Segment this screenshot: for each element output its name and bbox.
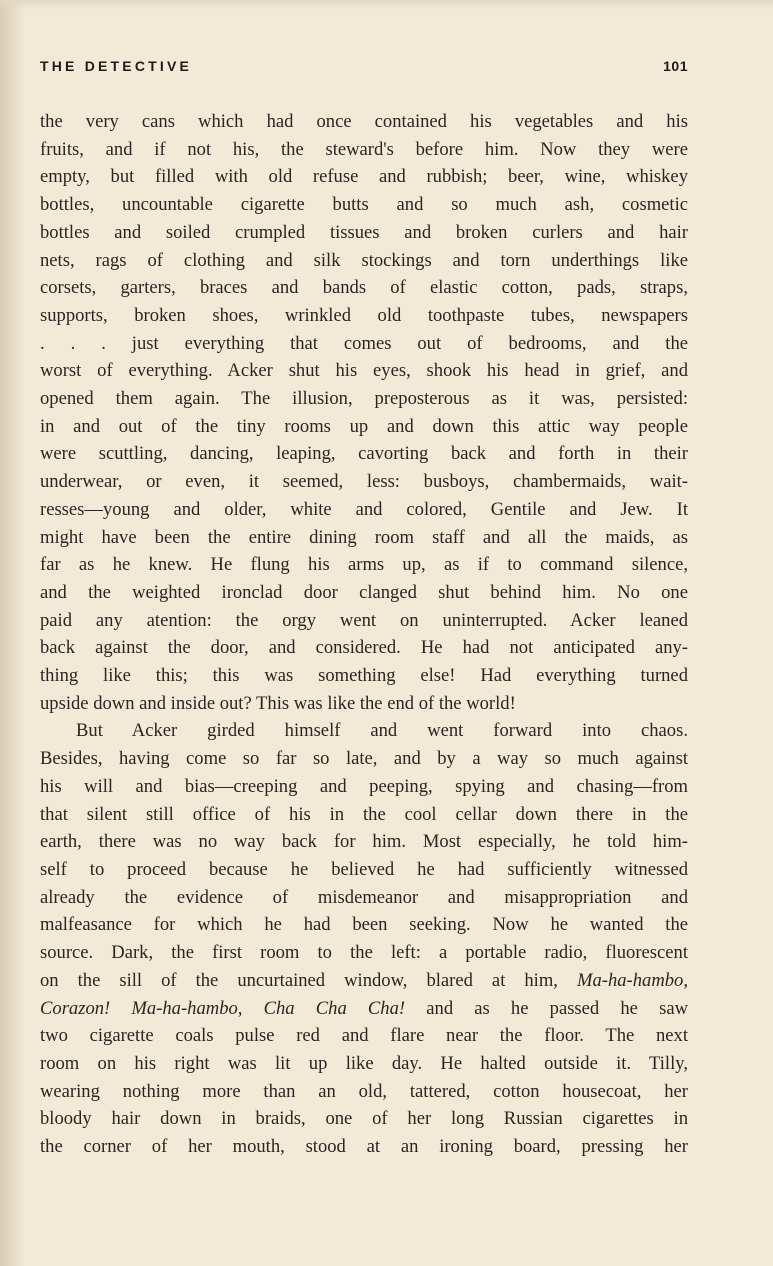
text-line: supports, broken shoes, wrinkled old toothpaste tubes, newspapers bbox=[40, 304, 688, 326]
text-line: already the evidence of misdemeanor and misappropriation and bbox=[40, 886, 688, 908]
page-top-edge bbox=[0, 0, 773, 10]
text-run: and as he passed he saw bbox=[426, 997, 689, 1019]
text-line: opened them again. The illusion, preposterous as it was, persisted: bbox=[40, 388, 688, 410]
song-lyric-italic: Ma-ha-hambo, bbox=[576, 969, 688, 991]
text-line: underwear, or even, it seemed, less: busboys, chambermaids, wait- bbox=[40, 471, 688, 493]
text-line: might have been the entire dining room staff and all the maids, as bbox=[40, 526, 688, 548]
text-line-with-italic bbox=[40, 967, 688, 995]
song-lyric-italic: Corazon! Ma-ha-hambo, Cha Cha Cha! bbox=[40, 997, 406, 1019]
text-line: wearing nothing more than an old, tattered, cotton housecoat, her bbox=[40, 1080, 688, 1102]
text-line: upside down and inside out? This was like the end of the world! bbox=[40, 692, 516, 714]
text-line: two cigarette coals pulse red and flare near the floor. The next bbox=[40, 1025, 688, 1047]
text-line: the very cans which had once contained his vegetables and his bbox=[40, 111, 688, 132]
text-line: bloody hair down in braids, one of her long Russian cigarettes in bbox=[40, 1108, 688, 1130]
text-line: his will and bias—creeping and peeping, spying and chasing—from bbox=[40, 775, 688, 797]
page-gutter-shadow bbox=[0, 0, 26, 1266]
text-line: But Acker girded himself and went forward into chaos. bbox=[76, 720, 688, 742]
paragraph-1 bbox=[40, 108, 688, 717]
text-line: were scuttling, dancing, leaping, cavorting back and forth in their bbox=[40, 443, 688, 465]
text-line: source. Dark, the first room to the left: a portable radio, fluorescent bbox=[40, 942, 688, 964]
paragraph-2 bbox=[40, 717, 688, 1160]
text-line: earth, there was no way back for him. Most especially, he told him- bbox=[40, 831, 688, 853]
text-line: far as he knew. He flung his arms up, as if to command silence, bbox=[40, 554, 688, 576]
text-line: nets, rags of clothing and silk stockings and torn underthings like bbox=[40, 249, 688, 271]
text-run: on the sill of the uncurtained window, blared at him, bbox=[40, 969, 558, 991]
body-text bbox=[40, 108, 688, 1161]
text-line: bottles and soiled crumpled tissues and broken curlers and hair bbox=[40, 221, 688, 243]
text-line: thing like this; this was something else! Had everything turned bbox=[40, 665, 688, 687]
text-line: the corner of her mouth, stood at an ironing board, pressing her bbox=[40, 1136, 688, 1158]
text-line: and the weighted ironclad door clanged shut behind him. No one bbox=[40, 581, 688, 603]
text-line: fruits, and if not his, the steward's before him. Now they were bbox=[40, 138, 688, 160]
text-line-with-italic bbox=[40, 995, 688, 1023]
text-line: . . . just everything that comes out of bedrooms, and the bbox=[40, 332, 688, 354]
text-line: in and out of the tiny rooms up and down this attic way people bbox=[40, 415, 688, 437]
text-line: malfeasance for which he had been seeking. Now he wanted the bbox=[40, 914, 688, 936]
text-line: self to proceed because he believed he had sufficiently witnessed bbox=[40, 858, 688, 880]
text-line: room on his right was lit up like day. He halted outside it. Tilly, bbox=[40, 1052, 688, 1074]
running-head bbox=[40, 58, 688, 88]
book-page bbox=[40, 58, 688, 1161]
text-line: that silent still office of his in the cool cellar down there in the bbox=[40, 803, 688, 825]
page-number: 101 bbox=[663, 58, 688, 74]
text-line: Besides, having come so far so late, and by a way so much against bbox=[40, 748, 688, 770]
text-line: worst of everything. Acker shut his eyes, shook his head in grief, and bbox=[40, 360, 688, 382]
text-line: paid any atention: the orgy went on uninterrupted. Acker leaned bbox=[40, 609, 688, 631]
chapter-title: THE DETECTIVE bbox=[40, 58, 193, 74]
text-line: corsets, garters, braces and bands of elastic cotton, pads, straps, bbox=[40, 277, 688, 299]
text-line: empty, but filled with old refuse and rubbish; beer, wine, whiskey bbox=[40, 166, 688, 188]
text-line: resses—young and older, white and colored, Gentile and Jew. It bbox=[40, 498, 688, 520]
text-line: bottles, uncountable cigarette butts and so much ash, cosmetic bbox=[40, 194, 688, 216]
text-line: back against the door, and considered. He had not anticipated any- bbox=[40, 637, 688, 659]
